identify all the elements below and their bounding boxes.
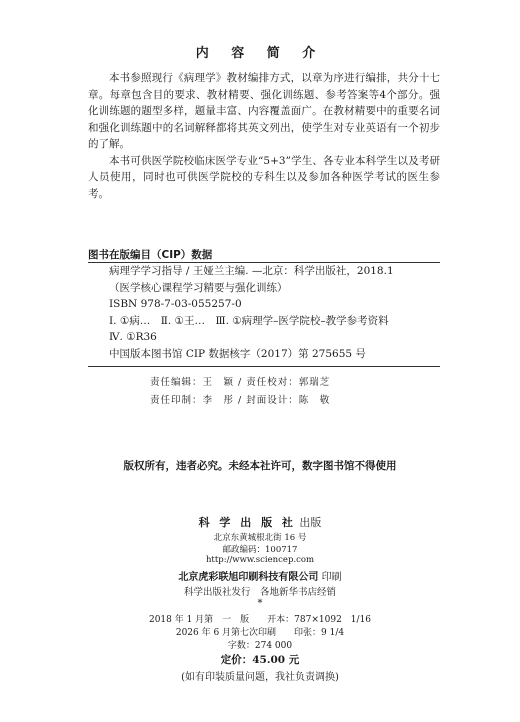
separator-star: * [257,598,263,609]
printing-line: 2026 年 6 月第七次印刷 印张：9 1/4 [175,628,345,638]
rights-notice: 版权所有，违者必究。未经本社许可，数字图书馆不得使用 [123,460,397,472]
publisher-name-text: 科 学 出 版 社 [198,516,296,529]
printer-suffix: 印刷 [321,572,342,583]
intro-paragraph: 本书参照现行《病理学》教材编排方式，以章为序进行编排，共分十七章。每章包含目的要求、教材精要、强化训练题、参考答案等4个部分。强化训练题的题型多样，题量丰富、内容覆盖面广。在教材精要中的重要名词和强化训练题中的名词解释都将其英文列出，使学生对专业英语有一个初步的了解。 [88,72,440,150]
cip-line: 病理学学习指导 / 王娅兰主编. —北京：科学出版社，2018.1 [109,265,394,277]
printer-line [0,568,520,583]
cip-isbn: ISBN 978-7-03-055257-0 [109,298,242,310]
cip-classification: Ⅳ. ①R36 [109,331,157,343]
publisher-postcode: 邮政编码：100717 [222,545,298,555]
publisher-name [0,514,520,530]
cip-classification: Ⅰ. ①病… Ⅱ. ①王… Ⅲ. ①病理学–医学院校–教学参考资料 [109,314,389,327]
word-count: 字数：274 000 [227,641,293,651]
quality-notice: (如有印装质量问题，我社负责调换) [181,672,339,683]
credits-line: 责任印制：李 彤 / 封面设计：陈 敬 [150,395,331,406]
intro-paragraph: 本书可供医学院校临床医学专业“5+3”学生、各专业本科学生以及考研人员使用，同时也可供医学院校的专科生以及参加各种医学考试的医生参考。 [88,154,440,200]
page-title: 内 容 简 介 [195,46,325,61]
edition-line: 2018 年 1 月第 一 版 开本：787×1092 1/16 [148,615,372,625]
cip-line: （医学核心课程学习精要与强化训练） [109,281,288,294]
cip-record: 中国版本图书馆 CIP 数据核字（2017）第 275655 号 [109,347,366,360]
cip-bottom-rule [88,366,440,367]
credits-line: 责任编辑：王 颖 / 责任校对：郭瑞芝 [150,377,331,388]
cip-block [88,263,440,362]
price: 定价：45.00 元 [220,654,300,666]
publisher-url: http://www.sciencep.com [205,555,315,565]
intro-section [88,70,440,202]
publisher-suffix: 出版 [299,516,322,529]
publisher-address: 北京东黄城根北街 16 号 [213,533,307,543]
distribution-line: 科学出版社发行 各地新华书店经销 [183,587,336,598]
cip-heading: 图书在版编目（CIP）数据 [88,249,213,261]
printer-name: 北京虎彩联旭印刷科技有限公司 [178,572,319,583]
